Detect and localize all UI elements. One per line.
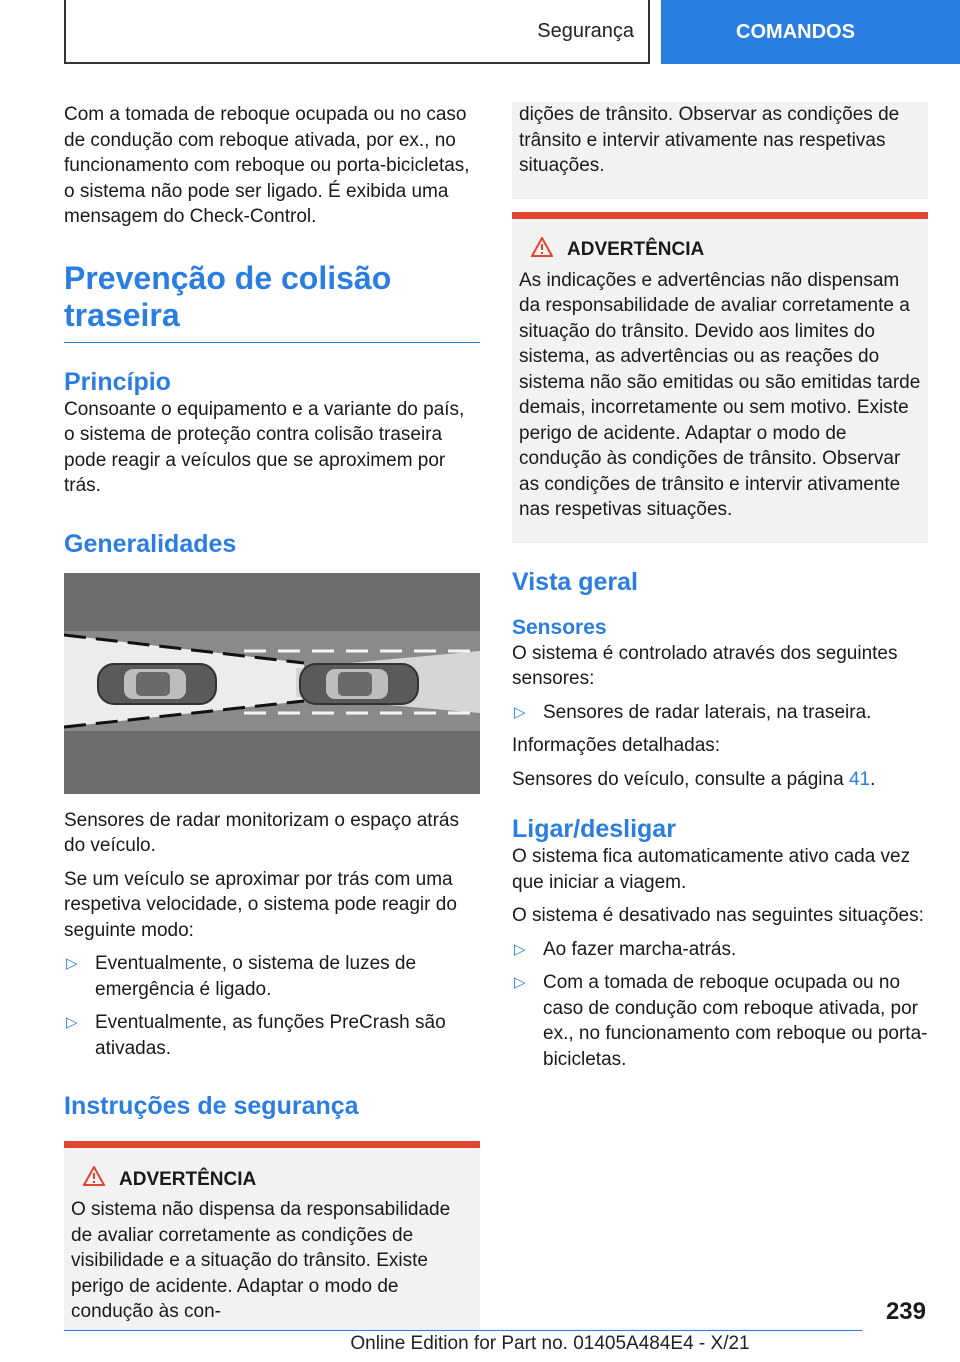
list-item [512,937,928,963]
list-item-text: Eventualmente, o sistema de luzes de emergência é ligado. [95,953,417,1000]
warning-header [71,1166,473,1193]
radar-road-diagram [64,573,480,794]
general-heading: Generalidades [64,529,237,558]
warning-label: ADVERTÊNCIA [567,239,705,260]
safety-heading: Instruções de segurança [64,1092,359,1120]
details-end: . [870,768,876,790]
list-item [64,1010,480,1061]
header-chapter-tab[interactable] [661,0,960,64]
list-item-text: Eventualmente, as funções PreCrash são ativadas. [95,1012,446,1059]
page-title: Prevenção de colisão traseira [64,260,480,343]
rear-collision-illustration [64,573,480,794]
principle-paragraph: Consoante o equipamento e a variante do país, o sistema de proteção contra colisão traseira pode reagir a veículos que se aproximem por trás. [64,398,465,496]
header-section [64,0,650,64]
right-column [512,102,928,1072]
list-item-text: Ao fazer marcha-atrás. [543,938,737,960]
onoff-heading: Ligar/desligar [512,815,676,843]
approaching-car-icon [300,664,418,704]
page-number: 239 [885,1298,926,1325]
bullet-triangle-icon: ▷ [66,955,78,972]
list-item [512,970,928,1072]
overview-heading: Vista geral [512,567,639,596]
list-item [64,951,480,1002]
warning-header [519,237,921,264]
warning-text: O sistema não dispensa da responsabilidade de avaliar corretamente as condições de visibilidade e a situação do trânsito. Existe perigo de acidente. Adaptar o modo de condução às con- [71,1199,451,1322]
warning-box-continued [512,102,928,199]
warning-label: ADVERTÊNCIA [119,1168,257,1190]
bullet-triangle-icon: ▷ [514,940,526,958]
principle-heading: Princípio [64,367,171,396]
sensors-heading: Sensores [512,615,607,639]
details-ref-text: Sensores do veículo, consulte a página [512,768,844,790]
approach-paragraph: Se um veículo se aproximar por trás com uma respetiva velocidade, o sistema pode reagir do seguinte modo: [64,868,457,941]
details-label: Informações detalhadas: [512,735,721,756]
warning-text: As indicações e advertências não dispensam da responsabilidade de avaliar corretamente a situação do trânsito. Devido aos limites do sistema, as advertências ou as reações do sistema não são emitidas ou são emitidas tarde demais, incorretamente ou sem motivo. Existe perigo de acidente. Adaptar o modo de condução às condições de trânsito. Observar as condições de trânsito e intervir ativamente nas respetivas situações. [519,269,921,520]
intro-paragraph: Com a tomada de reboque ocupada ou no caso de condução com reboque ativada, por ex., no funcionamento com reboque ou porta-bicicletas, o sistema não pode ser ligado. É exibida uma mensagem do Check-Control. [64,104,470,227]
warning-continued-text: dições de trânsito. Observar as condições de trânsito e intervir ativamente nas respetivas situações. [519,104,900,176]
footer-edition: Online Edition for Part no. 01405A484E4 - X/21 [350,1333,750,1354]
left-column [64,102,480,1331]
onoff-paragraph-2: O sistema é desativado nas seguintes situações: [512,905,924,926]
warning-triangle-icon [71,1166,119,1193]
header-chapter-label: COMANDOS [736,20,855,43]
onoff-paragraph-1: O sistema fica automaticamente ativo cada vez que iniciar a viagem. [512,846,911,893]
radar-paragraph: Sensores de radar monitorizam o espaço atrás do veículo. [64,809,459,856]
list-item [512,700,928,726]
own-car-icon [98,664,216,704]
page-41-link[interactable]: 41 [848,768,871,790]
footer-divider [64,1330,862,1331]
list-item-text: Sensores de radar laterais, na traseira. [543,701,872,723]
warning-triangle-icon [519,237,567,264]
warning-box [512,212,928,543]
bullet-triangle-icon: ▷ [514,974,526,991]
bullet-triangle-icon: ▷ [66,1014,78,1031]
details-reference [512,767,928,793]
list-item-text: Com a tomada de reboque ocupada ou no caso de condução com reboque ativada, por ex., no funcionamento com reboque ou porta-bicicletas. [543,972,928,1070]
header-section-label: Segurança [537,19,634,42]
warning-box [64,1141,480,1331]
bullet-triangle-icon: ▷ [514,703,526,721]
sensors-paragraph: O sistema é controlado através dos seguintes sensores: [512,642,898,689]
